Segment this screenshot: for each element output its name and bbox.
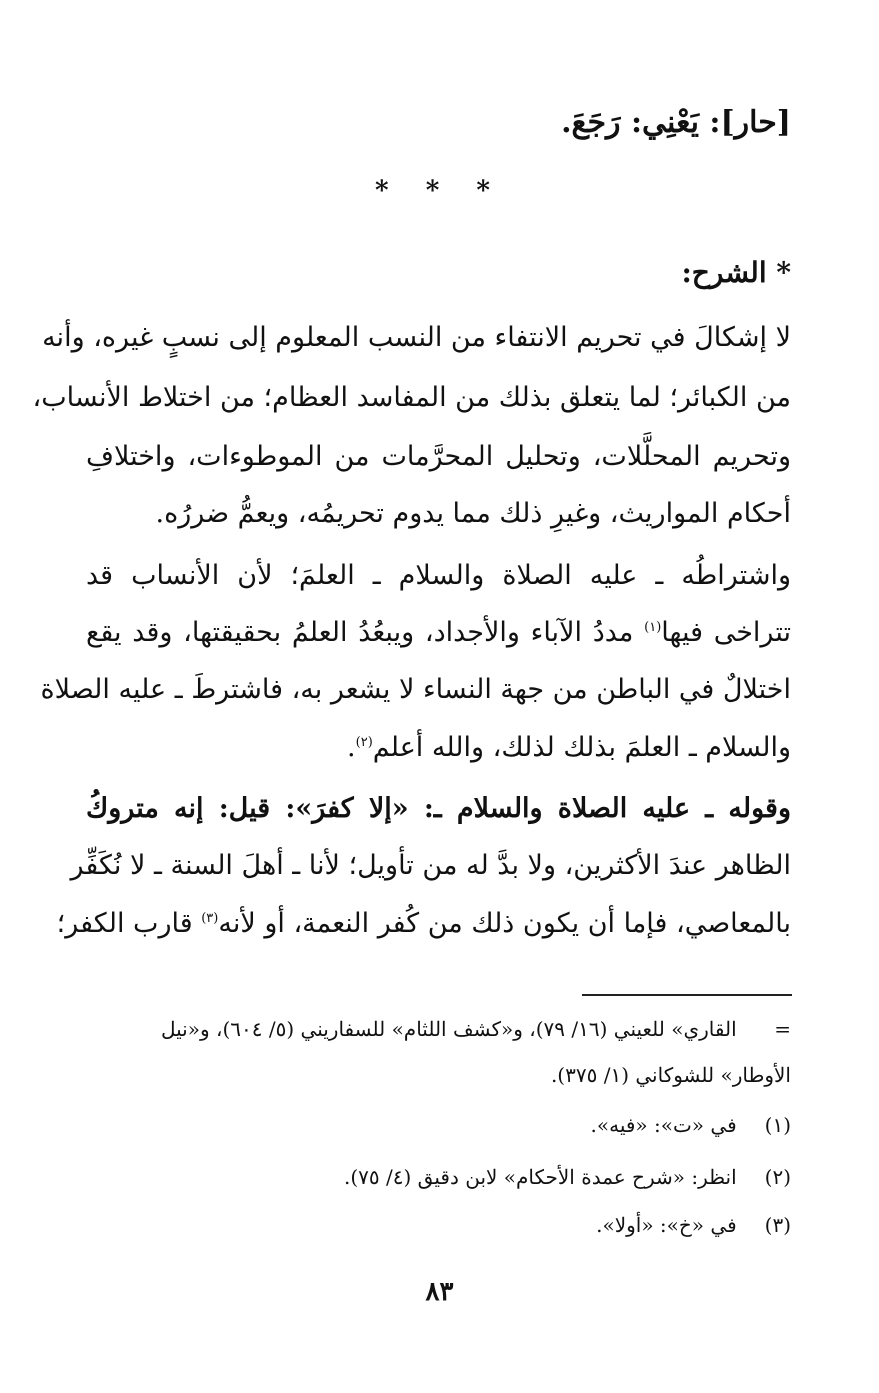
footnote-text: في «ت»: «فيه». (590, 1113, 737, 1137)
section-separator: * * * (375, 176, 504, 206)
line-text: مددُ الآباء والأجداد، ويبعُدُ العلمُ بحقيقتها، وقد يقع (86, 617, 634, 648)
paragraph-line: واشتراطُه ـ عليه الصلاة والسلام ـ العلمَ؛ لأن الأنساب قد (86, 560, 791, 591)
footnote-item (86, 1160, 791, 1194)
footnote-number: (١) (764, 1113, 791, 1137)
footnote-text: انظر: «شرح عمدة الأحكام» لابن دقيق (٤/ ٧٥). (344, 1165, 737, 1189)
footnote-number: (٣) (764, 1213, 791, 1237)
footnote-ref: (٢) (355, 735, 373, 750)
page-number: ٨٣ (425, 1277, 454, 1307)
section-title: * الشرح: (681, 256, 791, 289)
paragraph-line (56, 904, 791, 944)
line-text: قارب الكفر؛ (56, 908, 193, 939)
footnote-ref: (١) (644, 620, 662, 635)
paragraph-line: لا إشكالَ في تحريم الانتفاء من النسب المعلوم إلى نسبٍ غيره، وأنه (42, 322, 791, 353)
footnote-text: القاري» للعيني (١٦/ ٧٩)، و«كشف اللثام» للسفاريني (٥/ ٦٠٤)، و«نيل (161, 1017, 737, 1041)
paragraph-line: وتحريم المحلَّلات، وتحليل المحرَّمات من الموطوءات، واختلافِ (86, 441, 791, 472)
paragraph-line: من الكبائر؛ لما يتعلق بذلك من المفاسد العظام؛ من اختلاط الأنساب، (32, 382, 791, 413)
footnote-text: في «خ»: «أولا». (596, 1213, 737, 1237)
footnote-continued: الأوطار» للشوكاني (١/ ٣٧٥). (550, 1063, 791, 1087)
paragraph-line (86, 613, 791, 653)
entry-heading: [حار]: يَعْنِي: رَجَعَ. (561, 105, 791, 140)
line-text: بالمعاصي، فإما أن يكون ذلك من كُفر النعمة، أو لأنه (218, 908, 791, 939)
footnote-divider (582, 994, 792, 996)
footnote-continued (86, 1012, 791, 1046)
line-text: والسلام ـ العلمَ بذلك لذلك، والله أعلم (372, 732, 791, 763)
footnote-item (86, 1108, 791, 1142)
paragraph-line: اختلالٌ في الباطن من جهة النساء لا يشعر به، فاشترطَ ـ عليه الصلاة (40, 674, 791, 705)
footnote-number: (٢) (764, 1165, 791, 1189)
paragraph-line: وقوله ـ عليه الصلاة والسلام ـ: «إلا كفرَ»: قيل: إنه متروكُ (86, 793, 791, 824)
footnote-item (86, 1208, 791, 1242)
paragraph-line (86, 728, 791, 768)
continuation-marker: = (774, 1017, 791, 1041)
line-text: . (347, 732, 356, 763)
paragraph-line: أحكام المواريث، وغيرِ ذلك مما يدوم تحريمُه، ويعمُّ ضررُه. (155, 498, 791, 529)
footnote-ref: (٣) (201, 911, 219, 926)
paragraph-line: الظاهر عندَ الأكثرين، ولا بدَّ له من تأويل؛ لأنا ـ أهلَ السنة ـ لا نُكَفِّر (70, 850, 791, 881)
line-text: تتراخى فيها (661, 617, 791, 648)
